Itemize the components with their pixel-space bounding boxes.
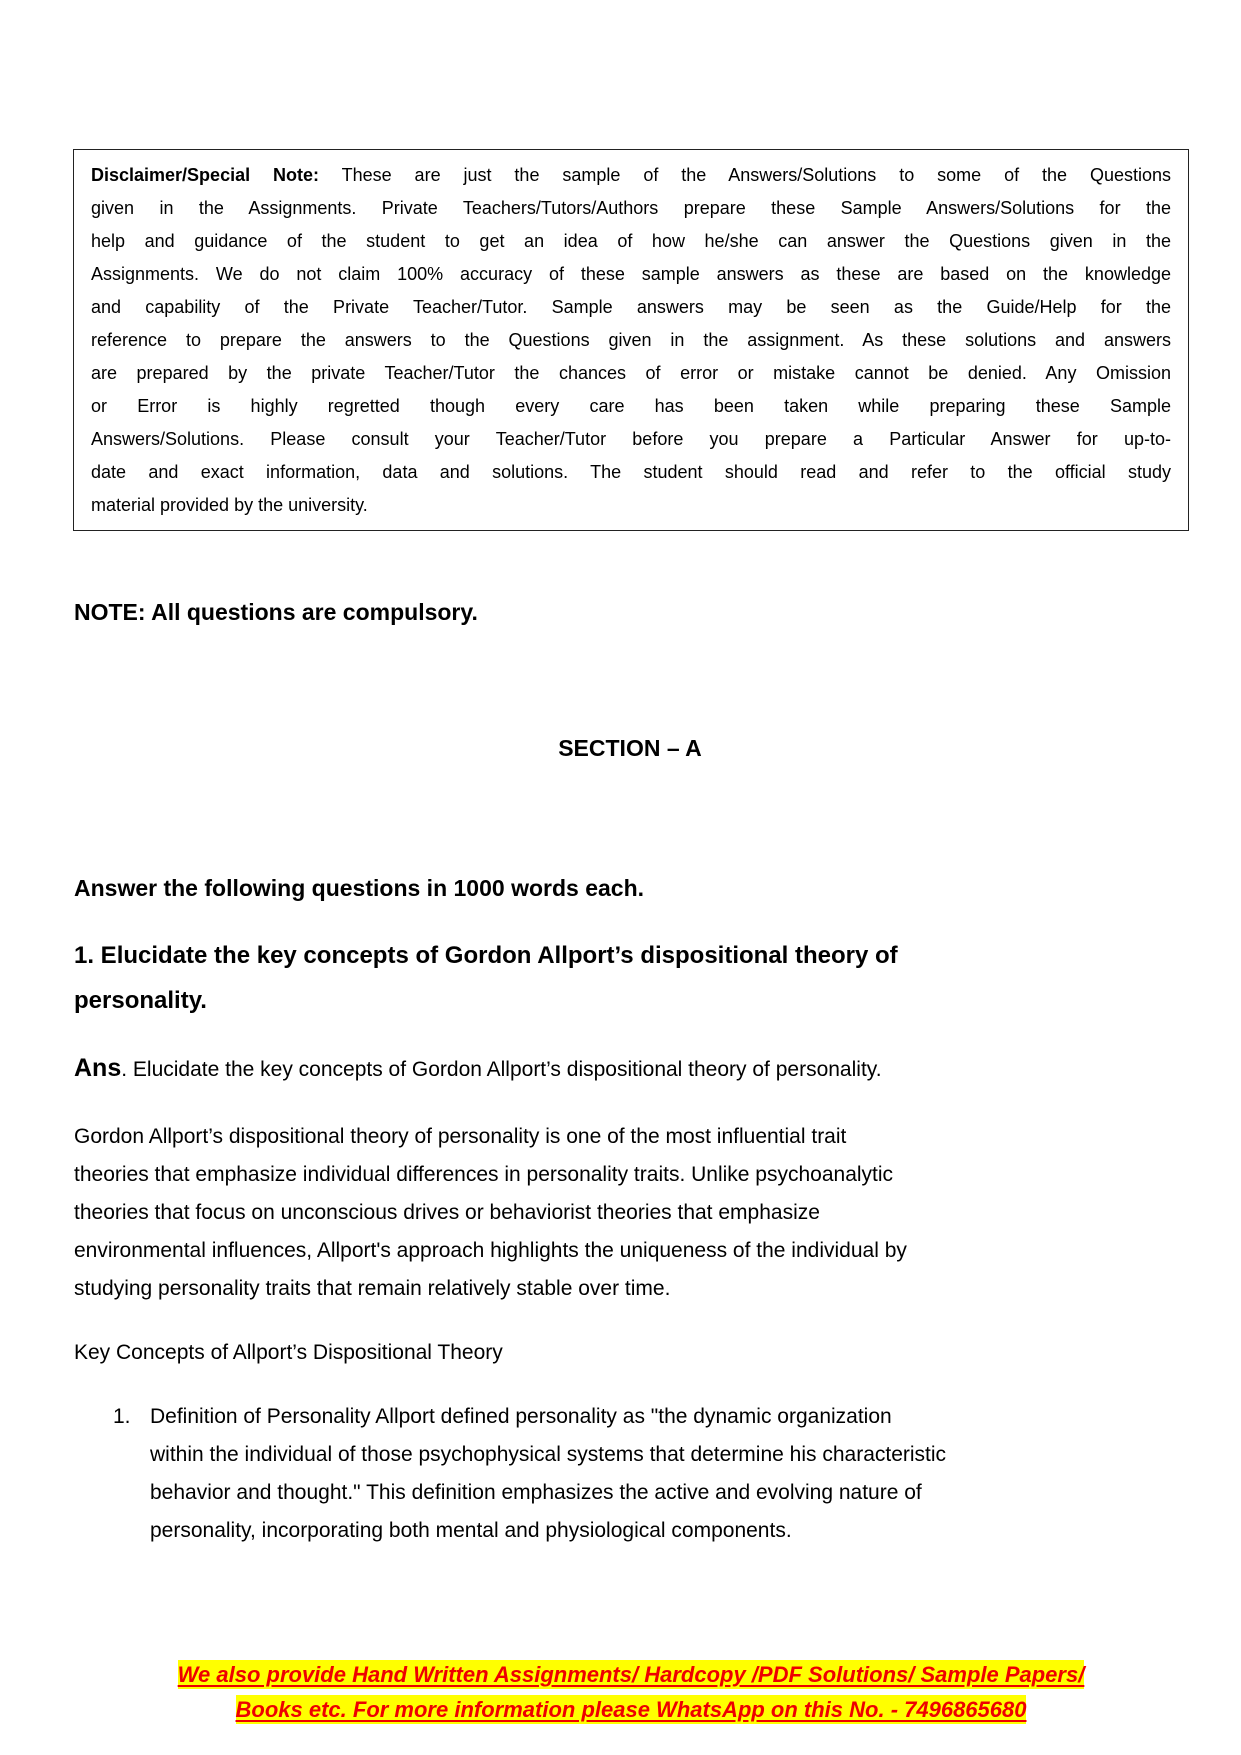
- intro-line: Gordon Allport’s dispositional theory of personality is one of the most influential trait: [74, 1125, 847, 1148]
- intro-line: theories that focus on unconscious drives or behaviorist theories that emphasize: [74, 1201, 820, 1224]
- section-title: SECTION – A: [558, 735, 702, 761]
- list-item-line: behavior and thought." This definition emphasizes the active and evolving nature of: [150, 1481, 922, 1504]
- instruction-heading: Answer the following questions in 1000 words each.: [74, 875, 645, 901]
- note-heading: NOTE: All questions are compulsory.: [74, 599, 478, 625]
- disclaimer-line: reference to prepare the answers to the Questions given in the assignment. As these solutions and answers: [91, 330, 1171, 350]
- list-number: 1.: [113, 1405, 131, 1428]
- disclaimer-line: help and guidance of the student to get an idea of how he/she can answer the Questions given in the: [91, 231, 1171, 251]
- list-item-line: Definition of Personality Allport defined personality as "the dynamic organization: [150, 1405, 892, 1428]
- list-item-line: within the individual of those psychophysical systems that determine his characteristic: [150, 1443, 947, 1466]
- intro-line: environmental influences, Allport's approach highlights the uniqueness of the individual by: [74, 1239, 907, 1262]
- footer-promo-line: [0, 1692, 1241, 1727]
- list-item-line: personality, incorporating both mental and physiological components.: [150, 1519, 792, 1542]
- intro-line: theories that emphasize individual differences in personality traits. Unlike psychoanalytic: [74, 1163, 894, 1186]
- answer-restatement: [74, 1055, 882, 1083]
- disclaimer-line: [91, 164, 1171, 186]
- disclaimer-line: given in the Assignments. Private Teachers/Tutors/Authors prepare these Sample Answers/Solutions for the: [91, 198, 1171, 218]
- question-heading-line: personality.: [74, 987, 207, 1014]
- disclaimer-line: and capability of the Private Teacher/Tutor. Sample answers may be seen as the Guide/Help for the: [91, 297, 1171, 317]
- ans-label: Ans: [74, 1054, 122, 1082]
- intro-line: studying personality traits that remain relatively stable over time.: [74, 1277, 671, 1300]
- footer-promo-line: [0, 1657, 1241, 1692]
- disclaimer-text: These are just the sample of the Answers/Solutions to some of the Questions: [319, 165, 1171, 185]
- answer-restatement-text: . Elucidate the key concepts of Gordon Allport’s dispositional theory of personality.: [121, 1058, 882, 1081]
- disclaimer-line: Answers/Solutions. Please consult your Teacher/Tutor before you prepare a Particular Answer for up-to-: [91, 429, 1171, 449]
- disclaimer-line: material provided by the university.: [91, 495, 368, 515]
- question-heading-line: 1. Elucidate the key concepts of Gordon Allport’s dispositional theory of: [74, 942, 898, 969]
- key-concepts-subheading: Key Concepts of Allport’s Dispositional Theory: [74, 1341, 503, 1364]
- footer-contact-text: Books etc. For more information please WhatsApp on this No. - 7496865680: [235, 1697, 1027, 1722]
- disclaimer-line: Assignments. We do not claim 100% accuracy of these sample answers as these are based on the knowledge: [91, 264, 1171, 284]
- disclaimer-line: are prepared by the private Teacher/Tutor the chances of error or mistake cannot be denied. Any Omission: [91, 363, 1171, 383]
- disclaimer-label: Disclaimer/Special Note:: [91, 165, 320, 185]
- footer-promo-text: We also provide Hand Written Assignments/ Hardcopy /PDF Solutions/ Sample Papers/: [177, 1662, 1085, 1687]
- disclaimer-line: date and exact information, data and solutions. The student should read and refer to the official study: [91, 462, 1171, 482]
- disclaimer-box: [73, 149, 1189, 531]
- disclaimer-line: or Error is highly regretted though every care has been taken while preparing these Sample: [91, 396, 1171, 416]
